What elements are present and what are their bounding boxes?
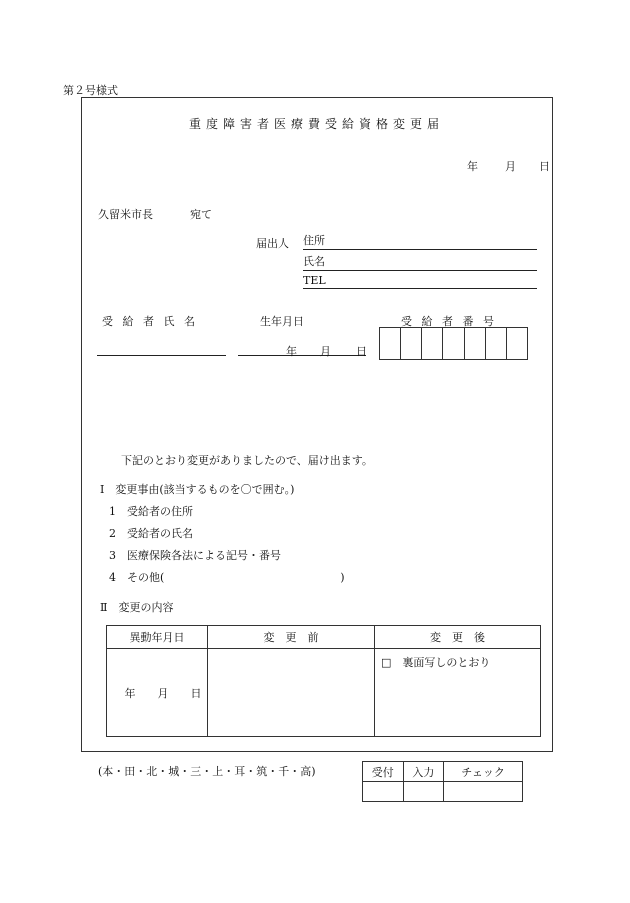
col-before-header: 変 更 前: [208, 626, 375, 649]
recipient-number-boxes[interactable]: [379, 327, 528, 360]
addressee-suffix: 宛て: [190, 208, 212, 221]
birth-year-label: 年: [286, 345, 297, 358]
birth-month-label: 月: [320, 345, 331, 358]
addressee-mayor: 久留米市長: [98, 208, 153, 221]
reason-item: 2 受給者の氏名: [109, 527, 193, 540]
change-before-cell[interactable]: [208, 649, 375, 737]
reason-item: 1 受給者の住所: [109, 505, 193, 518]
page-title: 重度障害者医療費受給資格変更届: [189, 117, 445, 131]
number-digit-box[interactable]: [507, 328, 527, 359]
number-digit-box[interactable]: [422, 328, 443, 359]
name-label: 氏名: [303, 255, 325, 268]
section2-heading: Ⅱ 変更の内容: [100, 601, 174, 614]
recipient-birth-header: 生年月日: [260, 315, 304, 328]
number-digit-box[interactable]: [486, 328, 507, 359]
col-date-header: 異動年月日: [107, 626, 208, 649]
section1-heading: Ⅰ 変更事由(該当するものを〇で囲む。): [100, 483, 295, 496]
office-received-cell[interactable]: [363, 782, 404, 802]
change-after-cell[interactable]: [375, 649, 541, 737]
date-day-label: 日: [539, 160, 550, 173]
reason-item: 4 その他( ): [109, 571, 345, 584]
recipient-number-header: 受 給 者 番 号: [401, 315, 497, 328]
recipient-birth-field[interactable]: [238, 355, 366, 356]
number-digit-box[interactable]: [465, 328, 486, 359]
date-year-label: 年: [467, 160, 478, 173]
changes-table: [106, 625, 541, 737]
change-date-cell[interactable]: [107, 649, 208, 737]
applicant-tel-field[interactable]: [303, 273, 537, 289]
office-check-header: チェック: [444, 762, 523, 782]
office-input-cell[interactable]: [403, 782, 444, 802]
address-label: 住所: [303, 234, 325, 247]
col-after-header: 変 更 後: [375, 626, 541, 649]
date-month-label: 月: [505, 160, 516, 173]
form-number: 第２号様式: [63, 84, 118, 97]
number-digit-box[interactable]: [401, 328, 422, 359]
change-date-placeholder: 年 月 日: [124, 686, 202, 700]
office-received-header: 受付: [363, 762, 404, 782]
office-use-table: [362, 761, 523, 802]
office-input-header: 入力: [403, 762, 444, 782]
number-digit-box[interactable]: [380, 328, 401, 359]
applicant-label: 届出人: [256, 237, 289, 250]
office-check-cell[interactable]: [444, 782, 523, 802]
after-checkbox-label[interactable]: □ 裏面写しのとおり: [381, 656, 491, 669]
birth-day-label: 日: [356, 345, 367, 358]
applicant-address-field[interactable]: [303, 234, 537, 250]
branch-list: (本・田・北・城・三・上・耳・筑・千・高): [98, 765, 316, 778]
recipient-name-header: 受 給 者 氏 名: [102, 315, 198, 328]
applicant-name-field[interactable]: [303, 255, 537, 271]
number-digit-box[interactable]: [443, 328, 464, 359]
tel-label: TEL: [303, 274, 326, 287]
reason-item: 3 医療保険各法による記号・番号: [109, 549, 281, 562]
intro-text: 下記のとおり変更がありましたので、届け出ます。: [121, 454, 373, 467]
recipient-name-field[interactable]: [97, 355, 226, 356]
